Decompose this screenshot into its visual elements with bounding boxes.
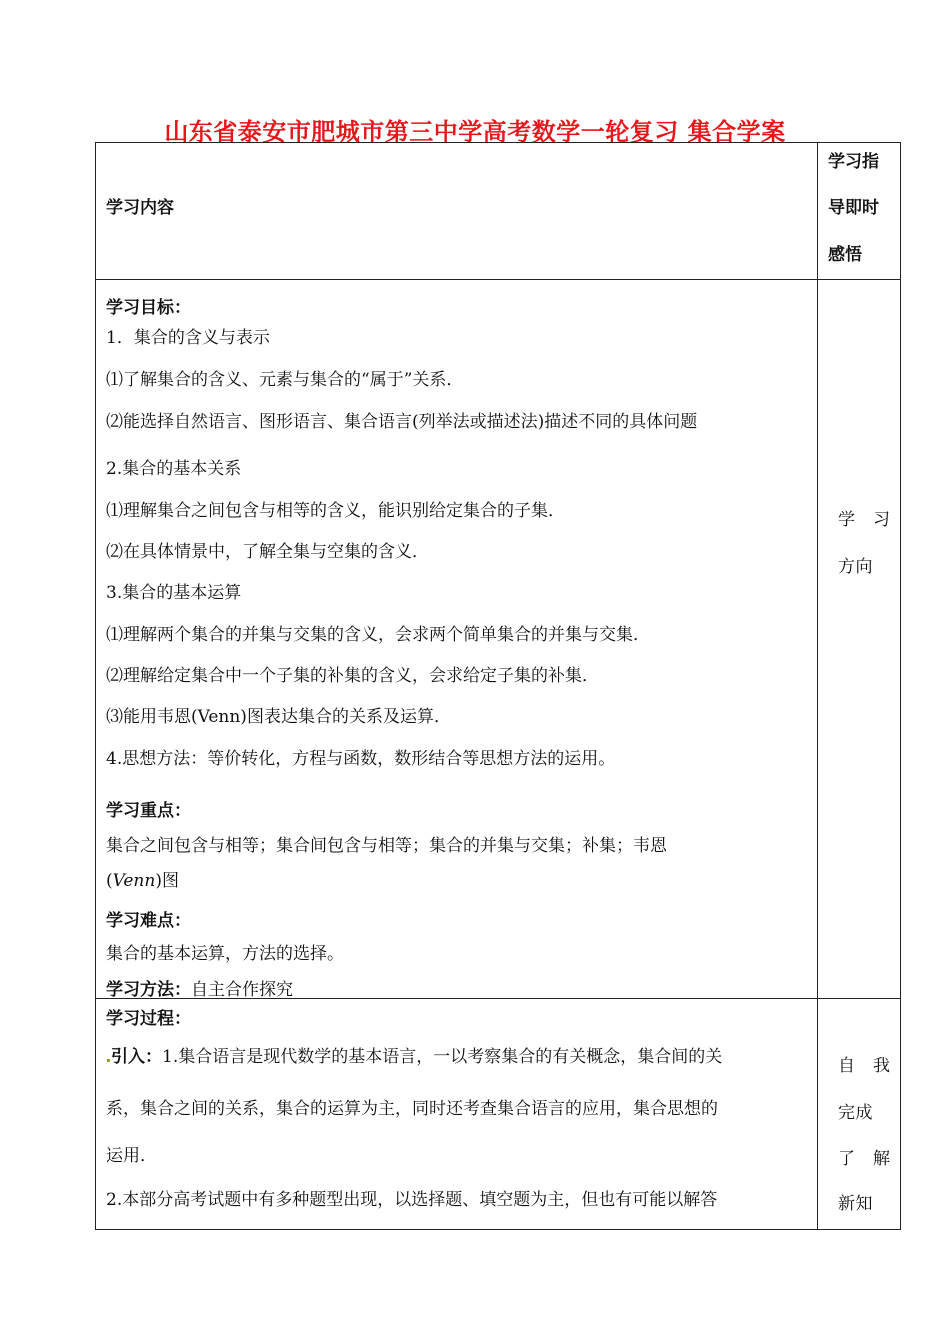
process-side-note [818,999,902,1229]
goals-side-note [818,280,902,998]
side-note-line: 方向 [838,557,873,577]
guidance-label-line1: 学习指 [828,152,879,172]
side-note-line: 了 解 [838,1149,891,1169]
study-plan-table [95,142,901,1230]
goals-content [106,280,816,998]
process-row [96,999,900,1229]
guidance-label-line3: 感悟 [828,245,862,265]
content-label: 学习内容 [106,198,174,218]
goal-line: 4.思想方法：等价转化，方程与函数，数形结合等思想方法的运用。 [106,749,616,769]
goal-line: 3.集合的基本运算 [106,583,242,603]
goal-line: ⑴理解两个集合的并集与交集的含义，会求两个简单集合的并集与交集． [106,625,650,645]
goal-line: ⑴了解集合的含义、元素与集合的“属于”关系． [106,370,464,390]
process-line: 系，集合之间的关系，集合的运算为主，同时还考查集合语言的应用，集合思想的 [106,1099,718,1119]
difficulty-heading: 学习难点： [106,911,191,931]
goal-line: 1．集合的含义与表示 [106,328,270,348]
key-points-heading: 学习重点： [106,801,191,821]
side-note-line: 完成 [838,1103,873,1123]
header-row [96,143,900,279]
method-value: 自主合作探究 [191,980,293,1000]
goal-line: ⑴理解集合之间包含与相等的含义，能识别给定集合的子集． [106,501,565,521]
method-line [106,975,293,1000]
content-header [106,193,816,218]
guidance-label-line2: 导即时 [828,198,879,218]
document-title: 山东省泰安市肥城市第三中学高考数学一轮复习 集合学案 [164,118,786,146]
process-line: 引入：1.集合语言是现代数学的基本语言，一以考察集合的有关概念，集合间的关 [106,1042,722,1067]
side-note-line: 新知 [838,1194,873,1214]
process-line: 2.本部分高考试题中有多种题型出现，以选择题、填空题为主，但也有可能以解答 [106,1190,718,1210]
goals-heading: 学习目标： [106,298,191,318]
key-points-line: 集合之间包含与相等；集合间包含与相等；集合的并集与交集；补集；韦恩 [106,836,667,856]
side-note-line: 学 习 [838,510,891,530]
goal-line: ⑶能用韦恩(Venn)图表达集合的关系及运算． [106,707,451,727]
key-points-line: (Venn)图 [106,871,179,891]
goals-row [96,280,900,998]
mark-dot [107,1059,110,1062]
goal-line: 2.集合的基本关系 [106,459,242,479]
goal-line: ⑵在具体情景中，了解全集与空集的含义． [106,542,429,562]
process-line: 运用． [106,1146,157,1166]
intro-label: 引入： [111,1047,162,1067]
goal-line: ⑵理解给定集合中一个子集的补集的含义，会求给定子集的补集． [106,666,599,686]
goal-line: ⑵能选择自然语言、图形语言、集合语言(列举法或描述法)描述不同的具体问题 [106,412,698,432]
method-heading: 学习方法： [106,980,191,1000]
side-note-line: 自 我 [838,1056,891,1076]
difficulty-line: 集合的基本运算，方法的选择。 [106,944,344,964]
process-heading: 学习过程： [106,1009,191,1029]
process-content [106,999,816,1229]
